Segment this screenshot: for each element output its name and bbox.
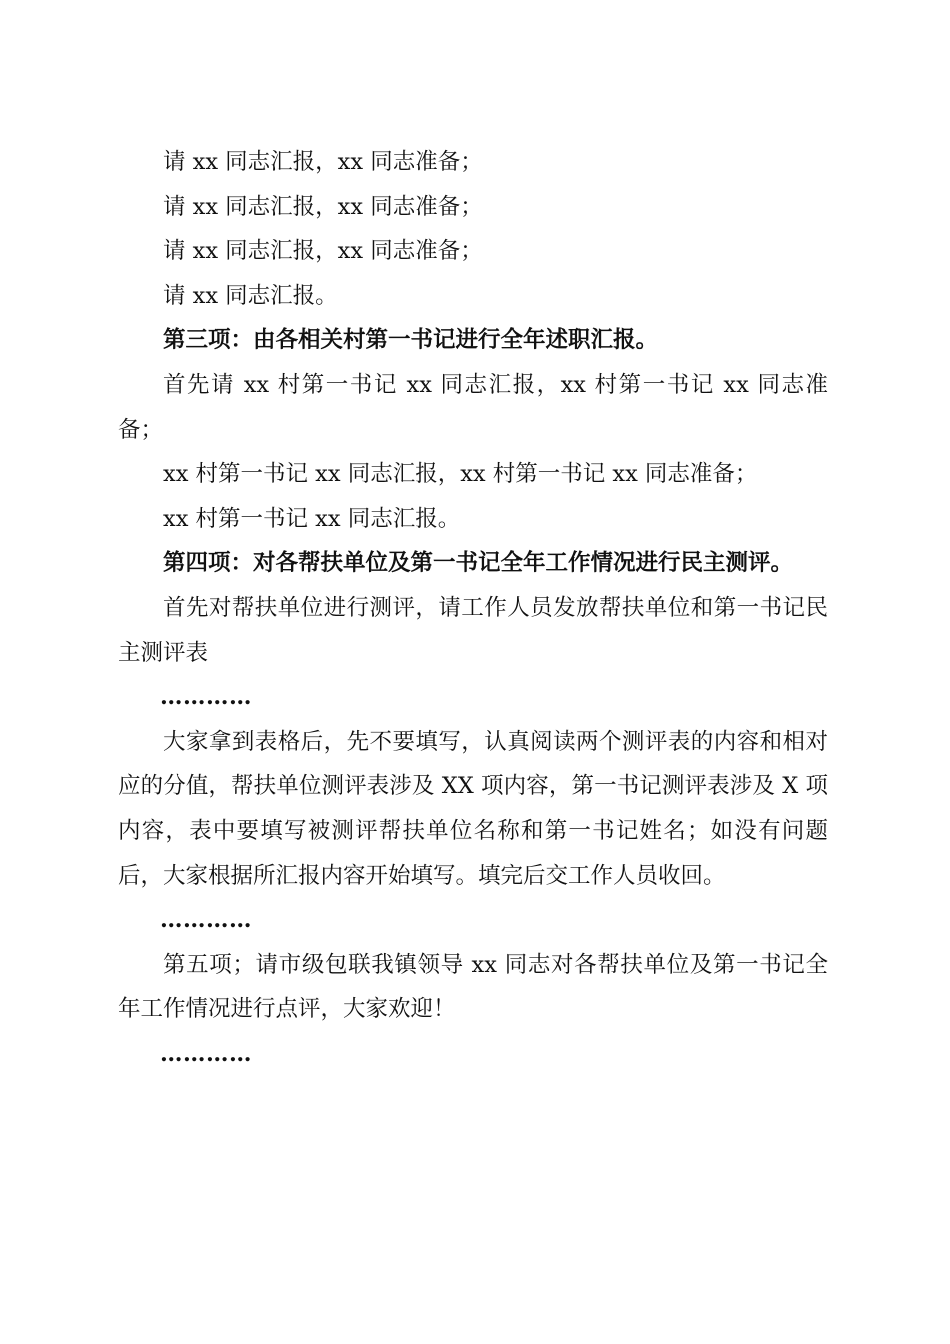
paragraph: 请 xx 同志汇报，xx 同志准备； <box>163 193 483 220</box>
paragraph: 请 xx 同志汇报，xx 同志准备； <box>163 149 483 175</box>
section-heading-item-4: 第四项：对各帮扶单位及第一书记全年工作情况进行民主测评。 <box>163 550 794 577</box>
ellipsis-separator: ………… <box>160 684 252 711</box>
section-item-5: 第五项；请市级包联我镇领导 xx 同志对各帮扶单位及第一书记全年工作情况进行点评，大家欢迎！ <box>118 951 828 1023</box>
ellipsis-separator: ………… <box>160 1040 252 1067</box>
paragraph: 首先对帮扶单位进行测评，请工作人员发放帮扶单位和第一书记民主测评表 <box>118 594 828 666</box>
paragraph: 请 xx 同志汇报。 <box>163 282 338 309</box>
section-heading-item-3: 第三项：由各相关村第一书记进行全年述职汇报。 <box>163 327 659 354</box>
paragraph: 首先请 xx 村第一书记 xx 同志汇报，xx 村第一书记 xx 同志准备； <box>118 371 828 443</box>
ellipsis-separator: ………… <box>160 907 252 934</box>
paragraph: 请 xx 同志汇报，xx 同志准备； <box>163 238 483 265</box>
paragraph: xx 村第一书记 xx 同志汇报，xx 村第一书记 xx 同志准备； <box>163 461 758 488</box>
document-body <box>118 140 828 1076</box>
paragraph: 大家拿到表格后，先不要填写，认真阅读两个测评表的内容和相对应的分值，帮扶单位测评表涉及 XX 项内容，第一书记测评表涉及 X 项内容，表中要填写被测评帮扶单位名称和第一书记姓名；如没有问题后，大家根据所汇报内容开始填写。填完后交工作人员收回。 <box>118 728 828 889</box>
paragraph: xx 村第一书记 xx 同志汇报。 <box>163 505 461 532</box>
